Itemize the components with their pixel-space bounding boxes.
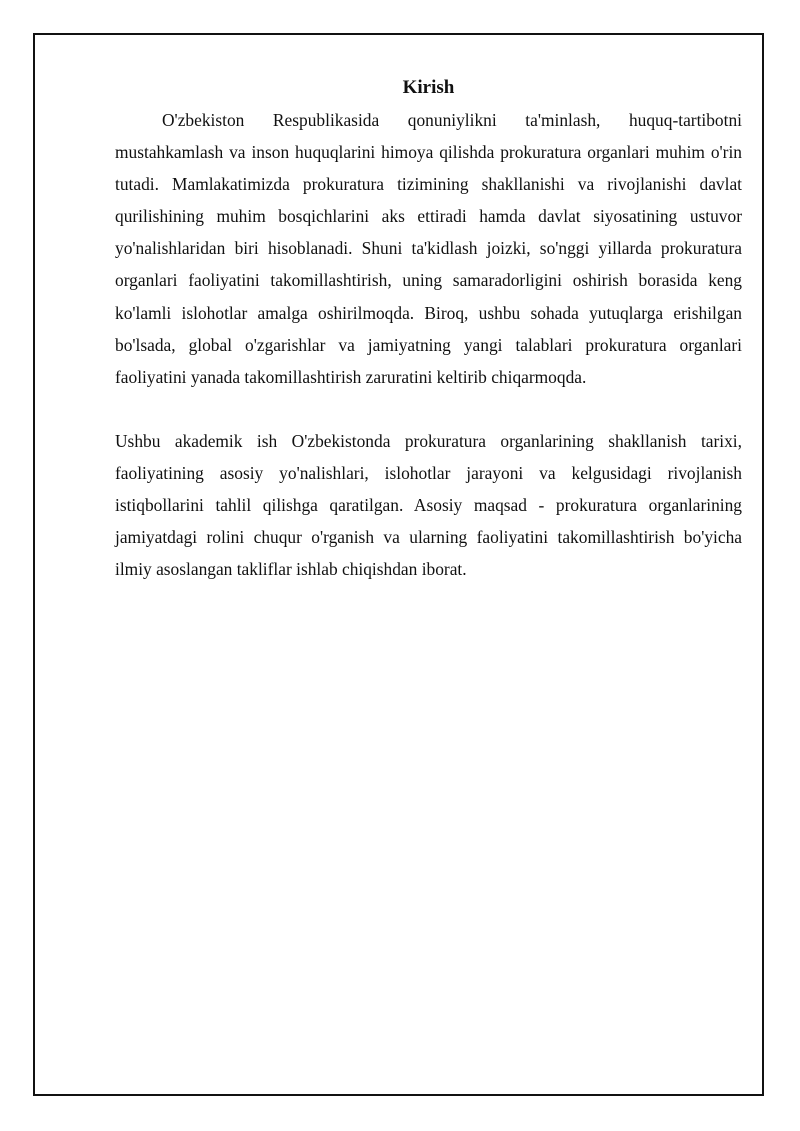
- page-title: Kirish: [402, 77, 455, 98]
- page-content: [115, 74, 742, 585]
- paragraph-aim: Ushbu akademik ish O'zbekistonda prokuratura organlarining shakllanish tarixi, faoliyatining asosiy yo'nalishlari, islohotlar jarayoni va kelgusidagi rivojlanish istiqbollarini tahlil qilishga qaratilgan. Asosiy maqsad - prokuratura organlarining jamiyatdagi rolini chuqur o'rganish va ularning faoliyatini takomillashtirish bo'yicha ilmiy asoslangan takliflar ishlab chiqishdan iborat.: [115, 430, 742, 580]
- paragraph-gap: [115, 393, 742, 425]
- paragraph-intro: O'zbekiston Respublikasida qonuniylikni ta'minlash, huquq-tartibotni mustahkamlash va inson huquqlarini himoya qilishda prokuratura organlari muhim o'rin tutadi. Mamlakatimizda prokuratura tizimining shakllanishi va rivojlanishi davlat qurilishining muhim bosqichlarini aks ettiradi hamda davlat siyosatining ustuvor yo'nalishlaridan biri hisoblanadi. Shuni ta'kidlash joizki, so'nggi yillarda prokuratura organlari faoliyatini takomillashtirish, uning samaradorligini oshirish borasida keng ko'lamli islohotlar amalga oshirilmoqda. Biroq, ushbu sohada yutuqlarga erishilgan bo'lsada, global o'zgarishlar va jamiyatning yangi talablari prokuratura organlari faoliyatini yanada takomillashtirish zaruratini keltirib chiqarmoqda.: [115, 110, 742, 387]
